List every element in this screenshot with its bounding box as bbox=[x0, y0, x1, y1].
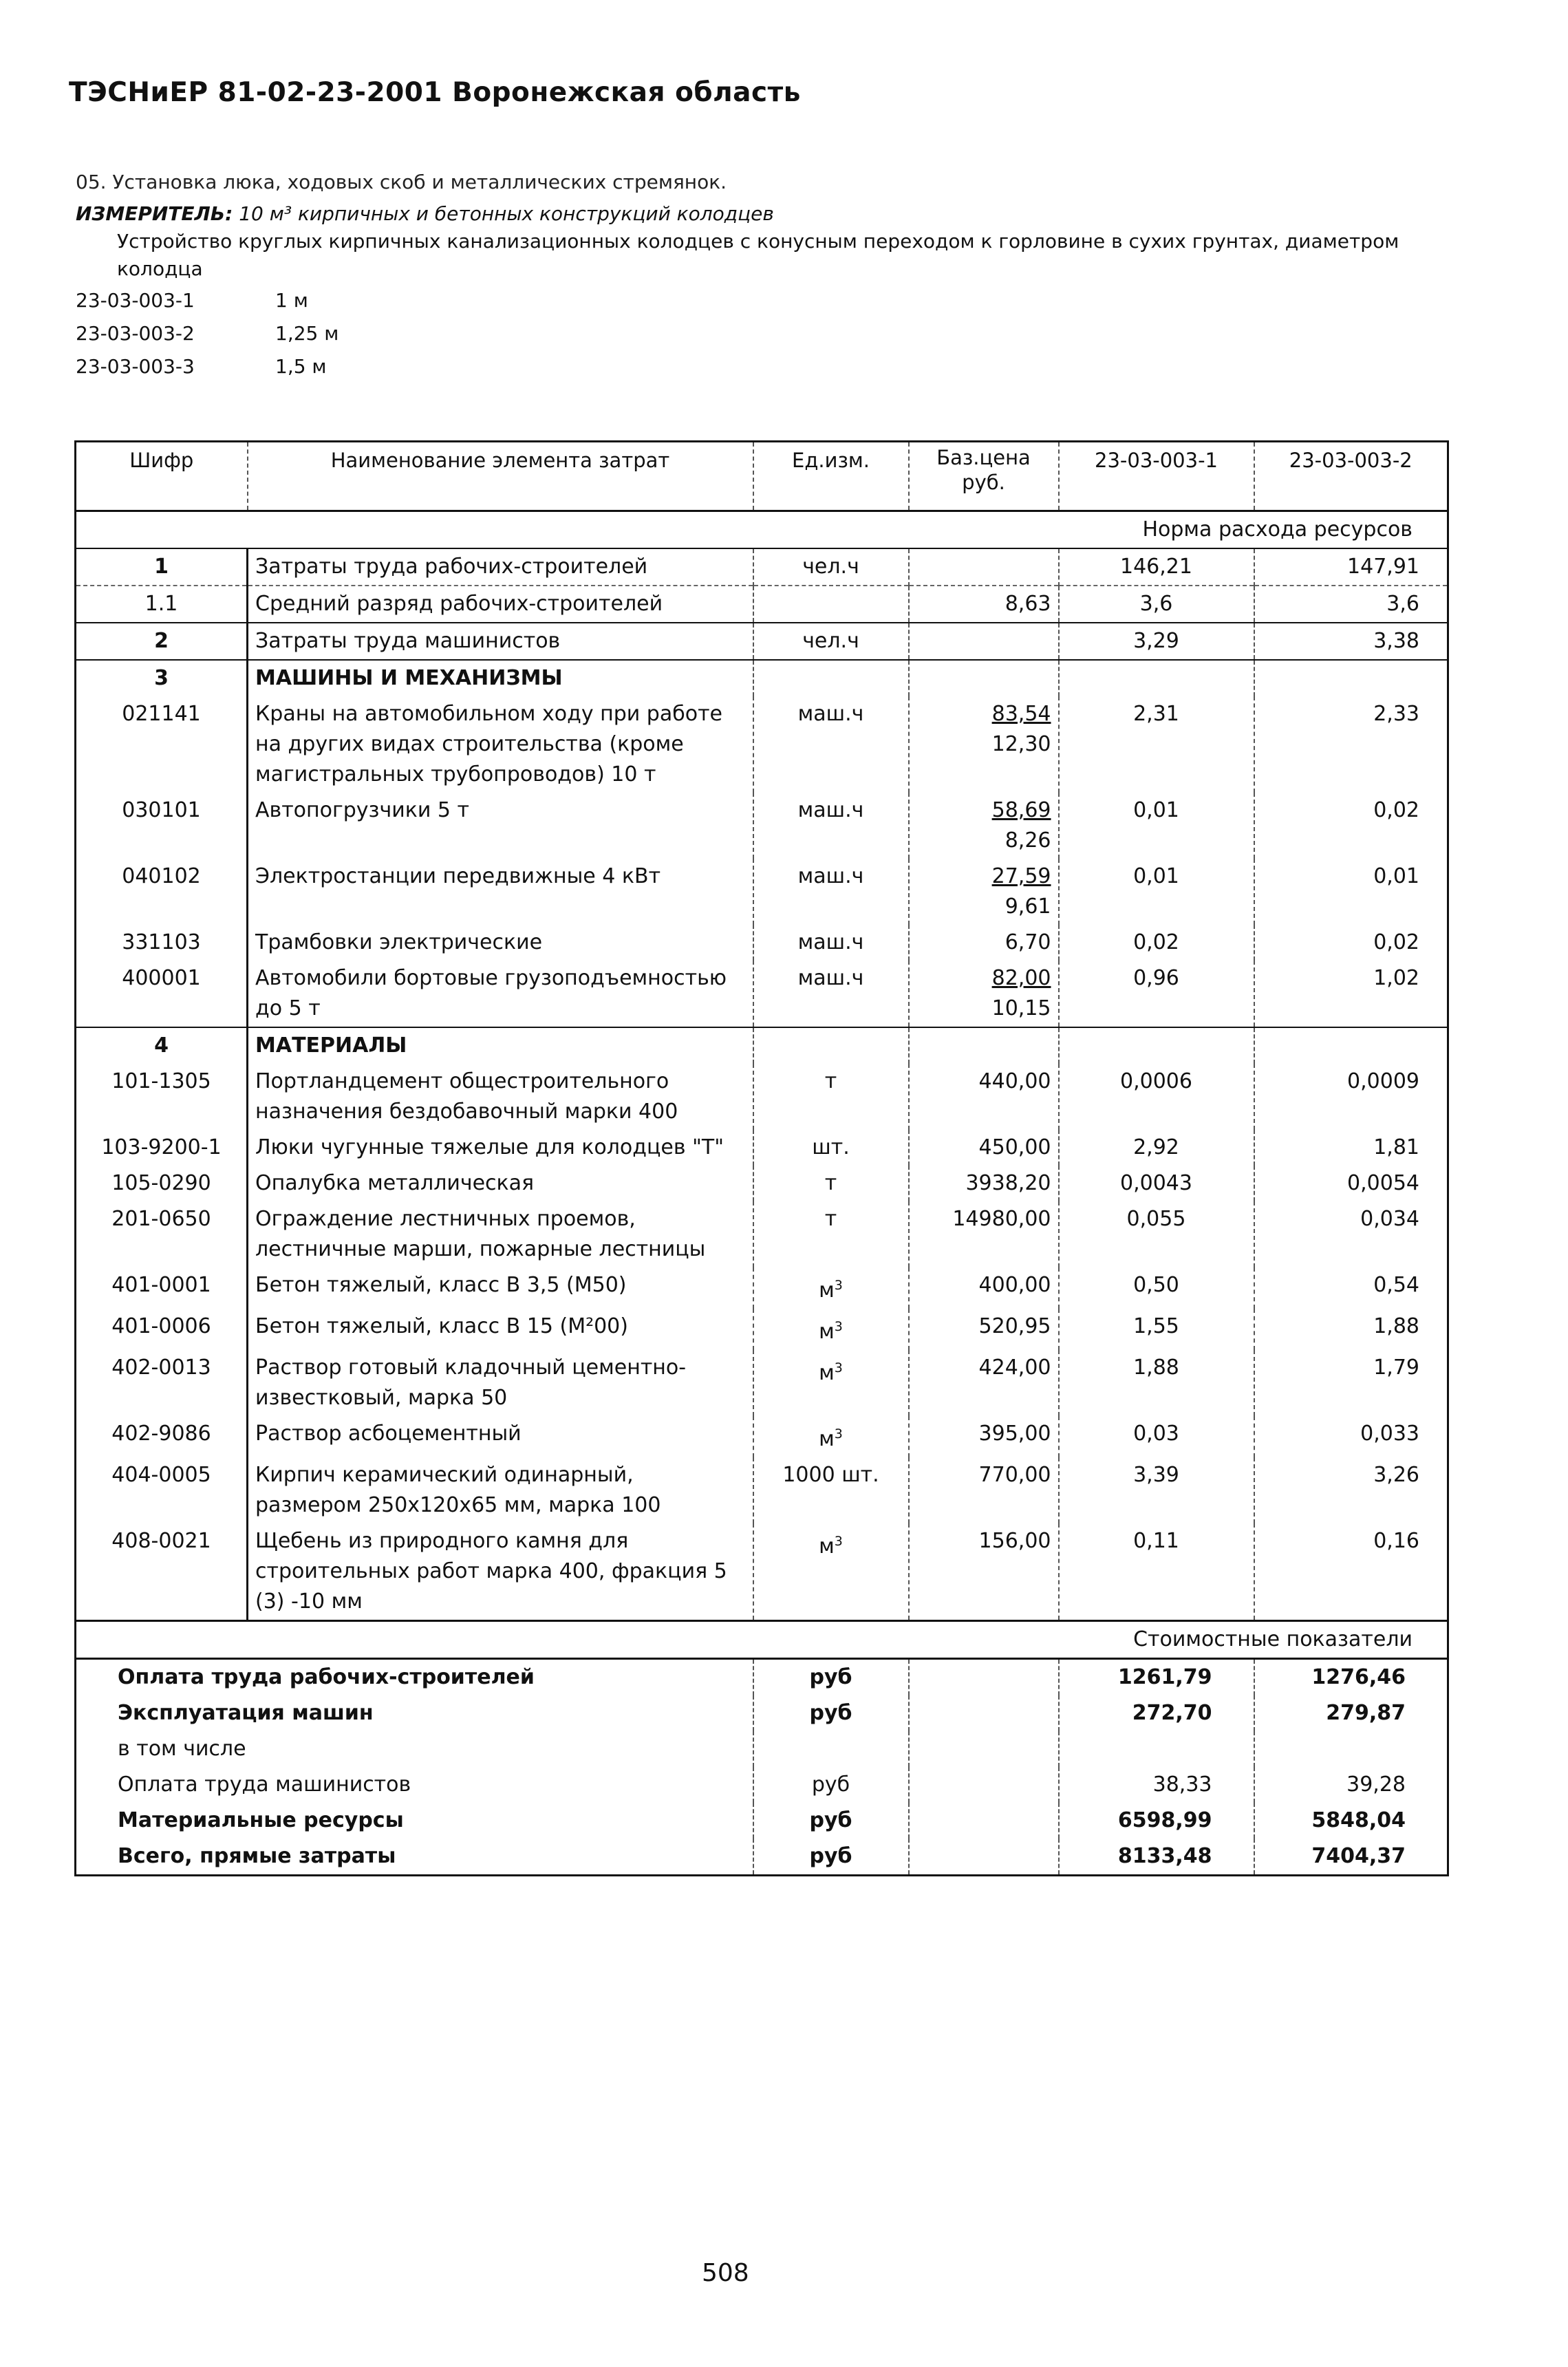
row-name: Люки чугунные тяжелые для колодцев "Т" bbox=[248, 1130, 753, 1166]
row-name: Кирпич керамический одинарный, размером 250х120х65 мм, марка 100 bbox=[248, 1457, 753, 1523]
table-row bbox=[76, 1201, 1448, 1267]
row-value-1: 0,02 bbox=[1059, 925, 1254, 961]
header-col1: 23-03-003-1 bbox=[1059, 442, 1254, 511]
total-unit: руб bbox=[753, 1767, 909, 1803]
total-unit: руб bbox=[753, 1695, 909, 1731]
row-value-2: 0,0054 bbox=[1347, 1171, 1419, 1195]
total-row bbox=[76, 1839, 1448, 1876]
price-value: 82,00 bbox=[991, 966, 1051, 990]
row-unit: чел.ч bbox=[753, 548, 909, 586]
row-unit: маш.ч bbox=[753, 793, 909, 859]
price-value: 395,00 bbox=[978, 1422, 1051, 1446]
row-value-2: 147,91 bbox=[1254, 548, 1448, 586]
table-row bbox=[76, 1309, 1448, 1350]
table-header-row bbox=[76, 442, 1448, 511]
total-label: Эксплуатация машин bbox=[76, 1695, 753, 1731]
row-code: 1.1 bbox=[76, 586, 248, 623]
row-value-2: 0,02 bbox=[1373, 930, 1419, 954]
row-price bbox=[909, 1064, 1059, 1130]
table-row bbox=[76, 1064, 1448, 1130]
code-value: 1 м bbox=[275, 289, 308, 312]
row-unit bbox=[753, 1523, 909, 1621]
row-value-2: 3,38 bbox=[1254, 623, 1448, 660]
empty-cell bbox=[1059, 1027, 1254, 1064]
unit-base: м bbox=[819, 1534, 835, 1559]
row-unit: маш.ч bbox=[753, 696, 909, 793]
table-row bbox=[76, 1350, 1448, 1416]
total-value-2: 5848,04 bbox=[1311, 1808, 1406, 1832]
code-value: 1,5 м bbox=[275, 355, 327, 378]
price-secondary: 9,61 bbox=[1005, 895, 1051, 919]
row-value-2: 0,02 bbox=[1373, 798, 1419, 822]
unit-exp: 3 bbox=[834, 1360, 843, 1375]
price-value: 400,00 bbox=[978, 1273, 1051, 1297]
total-label: Оплата труда рабочих-строителей bbox=[76, 1659, 753, 1696]
row-code: 2 bbox=[76, 623, 248, 660]
row-value-1: 2,92 bbox=[1059, 1130, 1254, 1166]
row-name: Ограждение лестничных проемов, лестничные марши, пожарные лестницы bbox=[248, 1201, 753, 1267]
row-price bbox=[909, 1309, 1059, 1350]
row-value-1: 0,0043 bbox=[1059, 1166, 1254, 1201]
row-value-2: 0,0009 bbox=[1347, 1069, 1419, 1093]
price-value: 770,00 bbox=[978, 1463, 1051, 1487]
row-value-1: 0,01 bbox=[1059, 793, 1254, 859]
price-value: 424,00 bbox=[978, 1356, 1051, 1380]
table-row bbox=[76, 586, 1448, 623]
header-code: Шифр bbox=[76, 442, 248, 511]
row-unit: маш.ч bbox=[753, 859, 909, 925]
total-label: Оплата труда машинистов bbox=[76, 1767, 753, 1803]
header-col2: 23-03-003-2 bbox=[1254, 442, 1448, 511]
row-code: 400001 bbox=[76, 961, 248, 1027]
total-unit: руб bbox=[753, 1839, 909, 1876]
row-name: Бетон тяжелый, класс В 15 (М²00) bbox=[248, 1309, 753, 1350]
empty-cell bbox=[909, 1839, 1059, 1876]
total-row bbox=[76, 1695, 1448, 1731]
header-price: Баз.цена руб. bbox=[909, 442, 1059, 511]
total-row bbox=[76, 1803, 1448, 1839]
price-value: 156,00 bbox=[978, 1529, 1051, 1553]
row-value-2: 0,033 bbox=[1360, 1422, 1419, 1446]
empty-cell bbox=[1254, 660, 1448, 696]
row-unit: 1000 шт. bbox=[753, 1457, 909, 1523]
section-title: МАШИНЫ И МЕХАНИЗМЫ bbox=[248, 660, 753, 696]
total-label: Всего, прямые затраты bbox=[76, 1839, 753, 1876]
table-row bbox=[76, 961, 1448, 1027]
total-value-1: 1261,79 bbox=[1059, 1659, 1254, 1696]
row-unit bbox=[753, 1416, 909, 1457]
total-value-2: 1276,46 bbox=[1311, 1665, 1406, 1689]
row-name: Краны на автомобильном ходу при работе на других видах строительства (кроме магистральных трубопроводов) 10 т bbox=[248, 696, 753, 793]
code-value: 1,25 м bbox=[275, 322, 339, 345]
total-unit: руб bbox=[753, 1659, 909, 1696]
row-code: 4 bbox=[76, 1027, 248, 1064]
row-price bbox=[909, 961, 1059, 1027]
empty-cell bbox=[1059, 660, 1254, 696]
row-value-2: 0,16 bbox=[1373, 1529, 1419, 1553]
row-unit bbox=[753, 1309, 909, 1350]
row-value-1: 3,39 bbox=[1059, 1457, 1254, 1523]
empty-cell bbox=[909, 1659, 1059, 1696]
row-value-1: 0,055 bbox=[1059, 1201, 1254, 1267]
code-id: 23-03-003-1 bbox=[76, 289, 195, 312]
row-price bbox=[909, 1267, 1059, 1309]
row-name: Опалубка металлическая bbox=[248, 1166, 753, 1201]
row-code: 021141 bbox=[76, 696, 248, 793]
row-value-2: 1,02 bbox=[1373, 966, 1419, 990]
total-value-2 bbox=[1254, 1731, 1448, 1767]
row-code: 401-0001 bbox=[76, 1267, 248, 1309]
row-code: 030101 bbox=[76, 793, 248, 859]
table-row bbox=[76, 859, 1448, 925]
header-unit: Ед.изм. bbox=[753, 442, 909, 511]
row-code: 040102 bbox=[76, 859, 248, 925]
empty-cell bbox=[909, 1695, 1059, 1731]
row-price bbox=[909, 1416, 1059, 1457]
table-row bbox=[76, 696, 1448, 793]
total-label: в том числе bbox=[76, 1731, 753, 1767]
row-name: Затраты труда рабочих-строителей bbox=[248, 548, 753, 586]
row-name: Автопогрузчики 5 т bbox=[248, 793, 753, 859]
row-name: Раствор асбоцементный bbox=[248, 1416, 753, 1457]
total-row bbox=[76, 1731, 1448, 1767]
table-row bbox=[76, 1523, 1448, 1621]
row-unit: т bbox=[753, 1201, 909, 1267]
row-price bbox=[909, 925, 1059, 961]
row-value-1: 3,29 bbox=[1059, 623, 1254, 660]
row-value-2: 0,54 bbox=[1373, 1273, 1419, 1297]
table-row bbox=[76, 623, 1448, 660]
row-price bbox=[909, 548, 1059, 586]
row-price bbox=[909, 859, 1059, 925]
row-price bbox=[909, 1130, 1059, 1166]
price-secondary: 10,15 bbox=[991, 996, 1051, 1020]
measure-label: ИЗМЕРИТЕЛЬ: bbox=[76, 202, 233, 225]
total-value-1 bbox=[1059, 1731, 1254, 1767]
row-unit: т bbox=[753, 1064, 909, 1130]
price-value: 6,70 bbox=[1005, 930, 1051, 954]
row-name: Электростанции передвижные 4 кВт bbox=[248, 859, 753, 925]
section-title: МАТЕРИАЛЫ bbox=[248, 1027, 753, 1064]
row-value-1: 1,55 bbox=[1059, 1309, 1254, 1350]
table-row bbox=[76, 1416, 1448, 1457]
price-value: 14980,00 bbox=[952, 1207, 1051, 1231]
table-row bbox=[76, 1457, 1448, 1523]
row-value-1: 0,01 bbox=[1059, 859, 1254, 925]
code-id: 23-03-003-2 bbox=[76, 322, 195, 345]
code-list bbox=[76, 284, 1438, 383]
row-code: 3 bbox=[76, 660, 248, 696]
table-row bbox=[76, 925, 1448, 961]
table-row bbox=[76, 1027, 1448, 1064]
row-value-2: 0,01 bbox=[1373, 864, 1419, 888]
unit-base: м bbox=[819, 1361, 835, 1385]
row-unit bbox=[753, 1267, 909, 1309]
total-unit: руб bbox=[753, 1803, 909, 1839]
row-code: 408-0021 bbox=[76, 1523, 248, 1621]
row-price bbox=[909, 1457, 1059, 1523]
row-price bbox=[909, 793, 1059, 859]
row-code: 402-9086 bbox=[76, 1416, 248, 1457]
empty-cell bbox=[753, 1027, 909, 1064]
row-unit: шт. bbox=[753, 1130, 909, 1166]
norm-title: Норма расхода ресурсов bbox=[76, 511, 1448, 549]
row-price bbox=[909, 1201, 1059, 1267]
price-value: 8,63 bbox=[1005, 592, 1051, 616]
row-value-1: 0,03 bbox=[1059, 1416, 1254, 1457]
table-row bbox=[76, 1130, 1448, 1166]
cost-title: Стоимостные показатели bbox=[76, 1621, 1448, 1659]
unit-base: м bbox=[819, 1427, 835, 1451]
row-name: Затраты труда машинистов bbox=[248, 623, 753, 660]
total-value-1: 272,70 bbox=[1059, 1695, 1254, 1731]
total-value-2: 7404,37 bbox=[1311, 1844, 1406, 1868]
row-name: Раствор готовый кладочный цементно-известковый, марка 50 bbox=[248, 1350, 753, 1416]
empty-cell bbox=[909, 1027, 1059, 1064]
price-value: 27,59 bbox=[991, 864, 1051, 888]
row-value-1: 3,6 bbox=[1059, 586, 1254, 623]
row-unit bbox=[753, 1350, 909, 1416]
cost-title-row bbox=[76, 1621, 1448, 1659]
row-name: Бетон тяжелый, класс В 3,5 (М50) bbox=[248, 1267, 753, 1309]
table-row bbox=[76, 1267, 1448, 1309]
row-value-1: 0,0006 bbox=[1059, 1064, 1254, 1130]
row-value-2: 3,6 bbox=[1254, 586, 1448, 623]
measure-line bbox=[76, 200, 1438, 228]
unit-exp: 3 bbox=[834, 1278, 843, 1293]
row-name: Средний разряд рабочих-строителей bbox=[248, 586, 753, 623]
header-name: Наименование элемента затрат bbox=[248, 442, 753, 511]
price-value: 3938,20 bbox=[965, 1171, 1051, 1195]
row-unit: маш.ч bbox=[753, 925, 909, 961]
intro-block bbox=[76, 169, 1438, 383]
row-value-1: 0,96 bbox=[1059, 961, 1254, 1027]
empty-cell bbox=[909, 1731, 1059, 1767]
empty-cell bbox=[909, 660, 1059, 696]
page-number: 508 bbox=[702, 2259, 749, 2287]
unit-exp: 3 bbox=[834, 1426, 843, 1442]
price-value: 520,95 bbox=[978, 1314, 1051, 1338]
row-code: 105-0290 bbox=[76, 1166, 248, 1201]
row-name: Трамбовки электрические bbox=[248, 925, 753, 961]
empty-cell bbox=[909, 1803, 1059, 1839]
row-name: Автомобили бортовые грузоподъемностью до 5 т bbox=[248, 961, 753, 1027]
price-value: 83,54 bbox=[991, 702, 1051, 726]
price-value: 450,00 bbox=[978, 1135, 1051, 1159]
code-item bbox=[76, 350, 1438, 383]
row-code: 401-0006 bbox=[76, 1309, 248, 1350]
row-code: 331103 bbox=[76, 925, 248, 961]
row-price bbox=[909, 1166, 1059, 1201]
norm-title-row bbox=[76, 511, 1448, 549]
row-price bbox=[909, 1523, 1059, 1621]
description: Устройство круглых кирпичных канализационных колодцев с конусным переходом к горловине в сухих грунтах, диаметром колодца bbox=[117, 230, 1399, 280]
price-value: 440,00 bbox=[978, 1069, 1051, 1093]
row-value-2: 1,81 bbox=[1373, 1135, 1419, 1159]
unit-exp: 3 bbox=[834, 1534, 843, 1549]
row-unit: маш.ч bbox=[753, 961, 909, 1027]
measure-text: 10 м³ кирпичных и бетонных конструкций колодцев bbox=[239, 202, 774, 225]
section-heading: 05. Установка люка, ходовых скоб и металлических стремянок. bbox=[76, 171, 727, 193]
total-row bbox=[76, 1767, 1448, 1803]
row-price bbox=[909, 623, 1059, 660]
table-row bbox=[76, 548, 1448, 586]
row-value-2: 1,88 bbox=[1373, 1314, 1419, 1338]
row-code: 404-0005 bbox=[76, 1457, 248, 1523]
table-row bbox=[76, 1166, 1448, 1201]
price-value: 58,69 bbox=[991, 798, 1051, 822]
code-item bbox=[76, 317, 1438, 350]
total-row bbox=[76, 1659, 1448, 1696]
page-title: ТЭСНиЕР 81-02-23-2001 Воронежская область bbox=[69, 77, 801, 108]
table-row bbox=[76, 793, 1448, 859]
row-value-1: 146,21 bbox=[1059, 548, 1254, 586]
code-id: 23-03-003-3 bbox=[76, 355, 195, 378]
total-label: Материальные ресурсы bbox=[76, 1803, 753, 1839]
row-value-2: 2,33 bbox=[1373, 702, 1419, 726]
row-price bbox=[909, 1350, 1059, 1416]
row-code: 1 bbox=[76, 548, 248, 586]
row-code: 103-9200-1 bbox=[76, 1130, 248, 1166]
row-price bbox=[909, 586, 1059, 623]
row-code: 201-0650 bbox=[76, 1201, 248, 1267]
price-secondary: 12,30 bbox=[991, 732, 1051, 756]
row-unit: чел.ч bbox=[753, 623, 909, 660]
row-value-1: 0,11 bbox=[1059, 1523, 1254, 1621]
total-value-1: 6598,99 bbox=[1059, 1803, 1254, 1839]
row-code: 402-0013 bbox=[76, 1350, 248, 1416]
row-value-1: 0,50 bbox=[1059, 1267, 1254, 1309]
total-value-1: 38,33 bbox=[1059, 1767, 1254, 1803]
total-value-1: 8133,48 bbox=[1059, 1839, 1254, 1876]
row-price bbox=[909, 696, 1059, 793]
row-unit: т bbox=[753, 1166, 909, 1201]
price-secondary: 8,26 bbox=[1005, 828, 1051, 853]
row-value-1: 2,31 bbox=[1059, 696, 1254, 793]
total-value-2: 39,28 bbox=[1346, 1772, 1406, 1797]
table-row bbox=[76, 660, 1448, 696]
row-value-2: 0,034 bbox=[1360, 1207, 1419, 1231]
total-value-2: 279,87 bbox=[1326, 1701, 1406, 1725]
unit-base: м bbox=[819, 1320, 835, 1344]
row-name: Щебень из природного камня для строительных работ марка 400, фракция 5 (3) -10 мм bbox=[248, 1523, 753, 1621]
resource-table bbox=[74, 440, 1449, 1876]
unit-base: м bbox=[819, 1278, 835, 1303]
row-name: Портландцемент общестроительного назначения бездобавочный марки 400 bbox=[248, 1064, 753, 1130]
row-value-1: 1,88 bbox=[1059, 1350, 1254, 1416]
empty-cell bbox=[909, 1767, 1059, 1803]
empty-cell bbox=[1254, 1027, 1448, 1064]
unit-exp: 3 bbox=[834, 1319, 843, 1334]
row-unit bbox=[753, 586, 909, 623]
row-value-2: 3,26 bbox=[1373, 1463, 1419, 1487]
code-item bbox=[76, 284, 1438, 317]
total-unit bbox=[753, 1731, 909, 1767]
row-value-2: 1,79 bbox=[1373, 1356, 1419, 1380]
empty-cell bbox=[753, 660, 909, 696]
row-code: 101-1305 bbox=[76, 1064, 248, 1130]
